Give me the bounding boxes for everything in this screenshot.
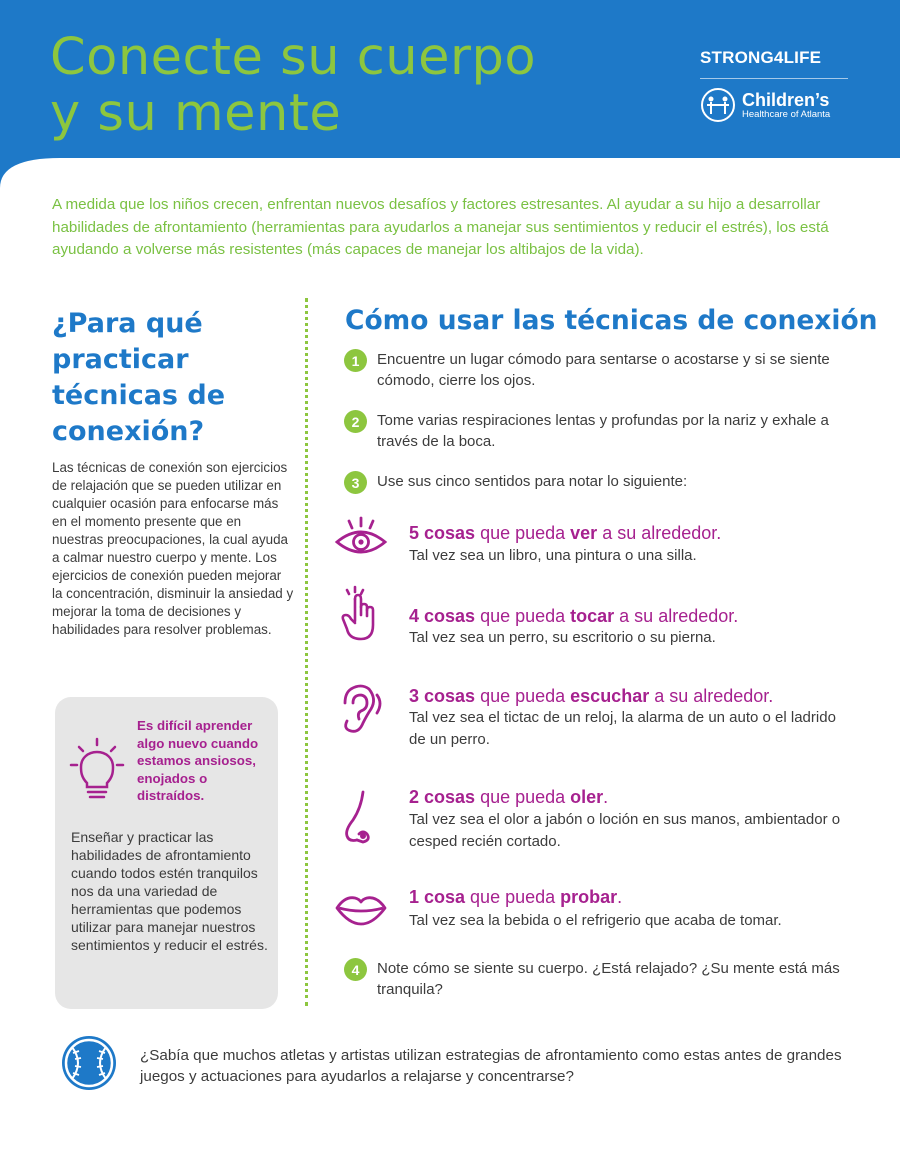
sense-description: Tal vez sea un libro, una pintura o una silla. — [409, 547, 697, 564]
childrens-emblem-icon — [700, 87, 736, 123]
nose-icon — [333, 790, 389, 846]
how-to-heading: Cómo usar las técnicas de conexión — [345, 305, 878, 336]
sense-end: a su alrededor. — [597, 523, 722, 543]
sense-verb: escuchar — [570, 686, 650, 706]
step-1 — [344, 349, 862, 391]
title-line-1: Conecte su cuerpo — [50, 28, 537, 87]
sense-count: 4 cosas — [409, 606, 476, 626]
sense-end: a su alrededor. — [614, 606, 739, 626]
intro-paragraph: A medida que los niños crecen, enfrentan nuevos desafíos y factores estresantes. Al ayudar a su hijo a desarrollar habilidades de afrontamiento (herramientas para ayudarlos a manejar sus sentimientos y reducir el estrés), los está ayudando a volverse más resistentes (más capaces de manejar los altibajos de la vida). — [52, 196, 829, 258]
tip-highlight: Es difícil aprender algo nuevo cuando estamos ansiosos, enojados o distraídos. — [137, 718, 259, 803]
sense-count: 1 cosa — [409, 887, 466, 907]
lightbulb-icon — [69, 735, 125, 803]
sense-count: 5 cosas — [409, 523, 476, 543]
sense-verb: ver — [570, 523, 598, 543]
sense-description: Tal vez sea el tictac de un reloj, la alarma de un auto o el ladrido de un perro. — [409, 709, 836, 748]
sense-description: Tal vez sea un perro, su escritorio o su pierna. — [409, 629, 716, 646]
step-text: Note cómo se siente su cuerpo. ¿Está relajado? ¿Su mente está más tranquila? — [377, 960, 840, 998]
step-text: Use sus cinco sentidos para notar lo siguiente: — [377, 473, 688, 490]
step-3 — [344, 471, 862, 494]
step-number-badge: 1 — [344, 349, 367, 372]
why-practice-heading: ¿Para qué practicar técnicas de conexión? — [52, 308, 226, 447]
baseball-icon — [60, 1034, 118, 1092]
lips-icon — [333, 880, 389, 936]
step-number-badge: 3 — [344, 471, 367, 494]
tip-body: Enseñar y practicar las habilidades de afrontamiento cuando todos estén tranquilos nos da una variedad de herramientas que podemos utilizar para manejar nuestros sentimientos y reducir el estrés. — [71, 829, 268, 953]
sense-mid: que pueda — [465, 887, 561, 907]
step-4 — [344, 958, 862, 1000]
sense-verb: probar — [560, 887, 618, 907]
title-line-2: y su mente — [50, 84, 342, 143]
sense-end: . — [603, 787, 609, 807]
footer-fact: ¿Sabía que muchos atletas y artistas utilizan estrategias de afrontamiento como estas antes de grandes juegos y actuaciones para ayudarlos a relajarse y concentrarse? — [140, 1047, 842, 1085]
step-2 — [344, 410, 862, 452]
healthcare-of-atlanta: Healthcare of Atlanta — [742, 108, 831, 120]
sense-description: Tal vez sea la bebida o el refrigerio que acaba de tomar. — [409, 912, 782, 929]
sense-count: 3 cosas — [409, 686, 476, 706]
eye-icon — [333, 512, 389, 568]
sense-end: a su alrededor. — [649, 686, 774, 706]
sense-description: Tal vez sea el olor a jabón o loción en sus manos, ambientador o cesped recién cortado. — [409, 811, 841, 850]
childrens-wordmark: Children’s — [742, 89, 830, 110]
page-title — [50, 30, 536, 142]
sense-mid: que pueda — [475, 787, 571, 807]
strong4life-logo: STRONG4LIFE — [700, 48, 822, 67]
sense-mid: que pueda — [475, 606, 571, 626]
step-number-badge: 2 — [344, 410, 367, 433]
sense-title — [409, 887, 622, 908]
childrens-logo — [700, 87, 850, 123]
sense-title — [409, 606, 738, 627]
step-text: Tome varias respiraciones lentas y profundas por la nariz y exhale a través de la boca. — [377, 412, 829, 450]
sense-end: . — [617, 887, 623, 907]
sense-count: 2 cosas — [409, 787, 476, 807]
column-divider — [305, 298, 308, 1006]
sense-title — [409, 523, 721, 544]
why-practice-body: Las técnicas de conexión son ejercicios de relajación que se pueden utilizar en cualquier ocasión para enfocarse más en el momento presente que en nuestras preocupaciones, la cual ayuda a calmar nuestro cuerpo y mente. Los ejercicios de conexión pueden mejorar la concentración, disminuir la ansiedad y mejorar la toma de decisiones y habilidades para resolver problemas. — [52, 460, 294, 637]
sense-title — [409, 686, 773, 707]
step-number-badge: 4 — [344, 958, 367, 981]
sense-mid: que pueda — [475, 523, 571, 543]
sense-title — [409, 787, 608, 808]
step-text: Encuentre un lugar cómodo para sentarse o acostarse y si se siente cómodo, cierre los ojos. — [377, 351, 830, 389]
tip-box — [55, 697, 278, 1009]
ear-icon — [333, 681, 389, 737]
brand-divider — [700, 78, 848, 79]
touch-hand-icon — [333, 585, 389, 641]
sense-mid: que pueda — [475, 686, 571, 706]
sense-verb: tocar — [570, 606, 615, 626]
sense-verb: oler — [570, 787, 604, 807]
brand-logos — [700, 48, 850, 123]
